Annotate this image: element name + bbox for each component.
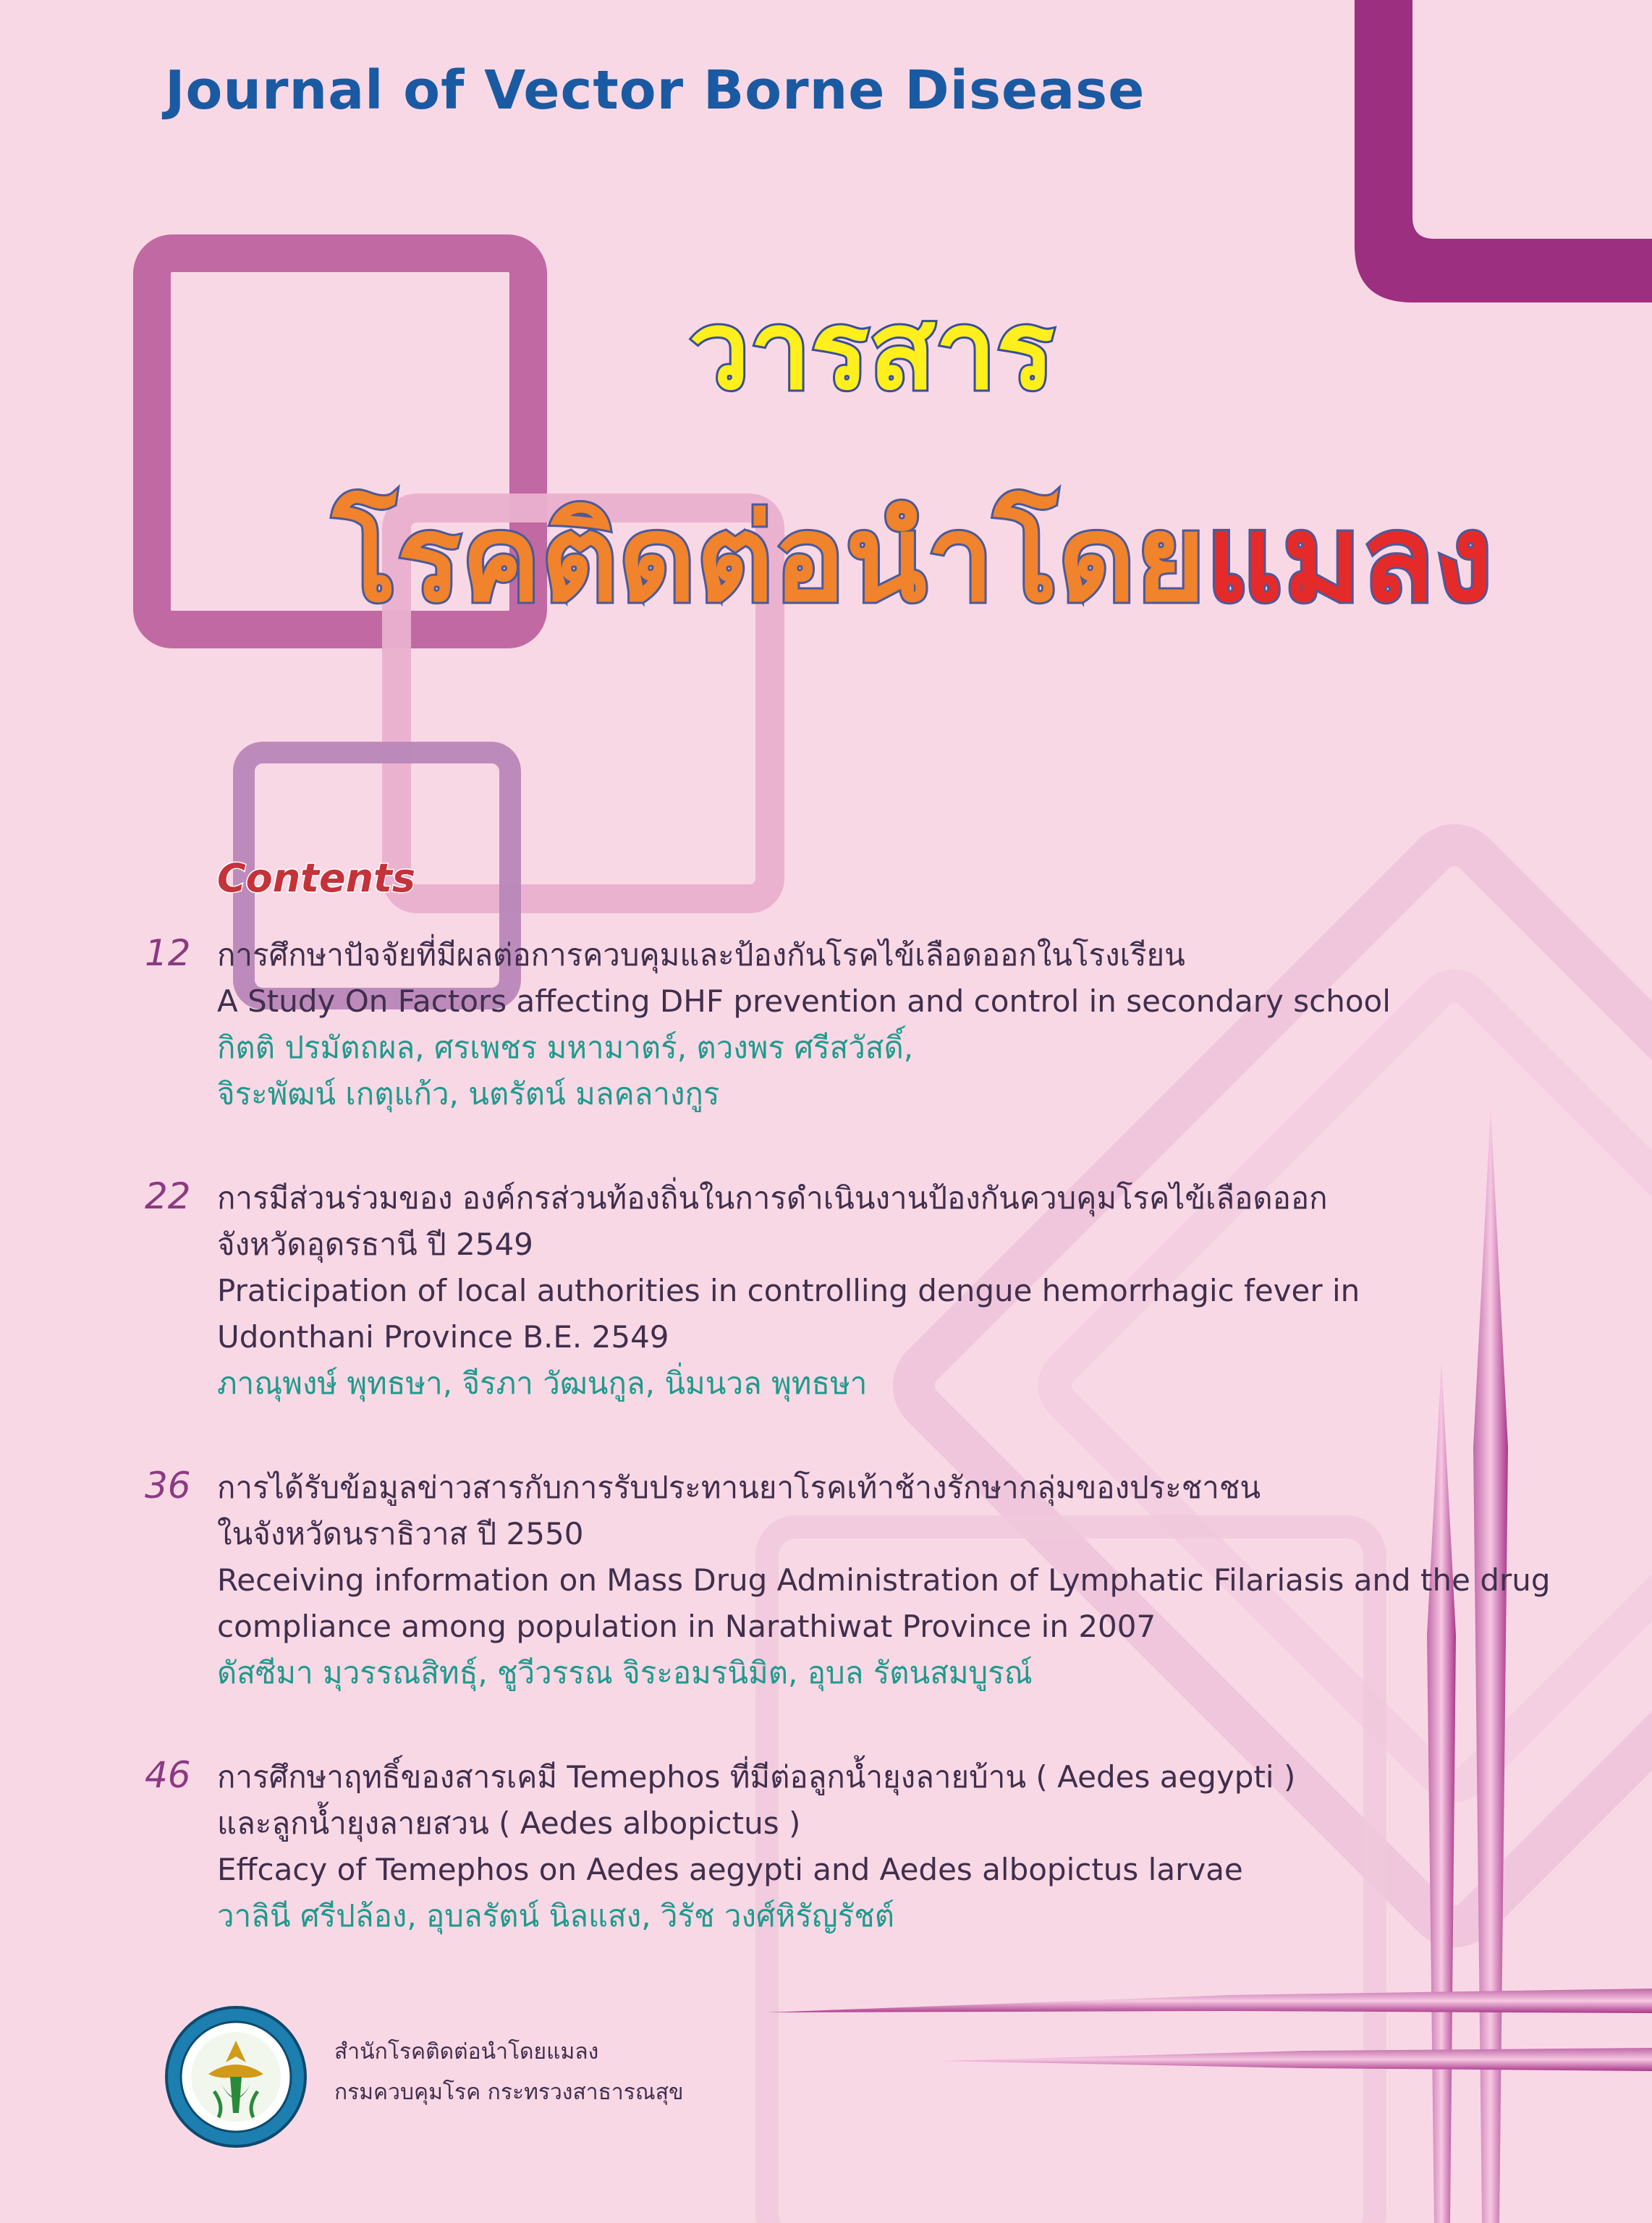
spike-horizontal-2: [941, 2048, 1652, 2071]
entry-title-line: การมีส่วนร่วมของ องค์กรส่วนท้องถิ่นในการดำเนินงานป้องกันควบคุมโรคไข้เลือดออก: [217, 1180, 1328, 1216]
corner-bracket: [1355, 0, 1652, 302]
entry-title-line: Receiving information on Mass Drug Administration of Lymphatic Filariasis and the drug: [217, 1562, 1551, 1598]
entry-title-line: จังหวัดอุดรธานี ปี 2549: [217, 1227, 533, 1262]
page-number: 36: [145, 1465, 191, 1507]
publisher-info: [334, 2032, 684, 2113]
entry-title-line: compliance among population in Narathiwat Province in 2007: [217, 1609, 1156, 1644]
thai-title-part2: แมลง: [1206, 489, 1493, 628]
thai-title-line1: วารสาร: [689, 288, 1055, 414]
entry-authors: ดัสซีมา มุวรรณสิทธุ์, ชูวีวรรณ จิระอมรนิมิต, อุบล รัตนสมบูรณ์: [217, 1655, 1033, 1690]
thai-title-part1: โรคติดต่อนำโดย: [333, 489, 1206, 628]
entry-authors: ภาณุพงษ์ พุทธษา, จีรภา วัฒนกูล, นิ่มนวล พุทธษา: [217, 1365, 868, 1401]
spike-horizontal-1: [767, 1989, 1652, 2013]
entry-title-line: Effcacy of Temephos on Aedes aegypti and Aedes albopictus larvae: [217, 1852, 1243, 1887]
entry-title-line: ในจังหวัดนราธิวาส ปี 2550: [217, 1516, 584, 1551]
page-number: 46: [145, 1754, 191, 1796]
entry-title-line: Praticipation of local authorities in controlling dengue hemorrhagic fever in: [217, 1273, 1360, 1308]
entry-title-line: การศึกษาฤทธิ์ของสารเคมี Temephos ที่มีต่อลูกน้ำยุงลายบ้าน ( Aedes aegypti ): [217, 1759, 1296, 1795]
page-number: 22: [145, 1175, 191, 1217]
entry-title-line: การได้รับข้อมูลข่าวสารกับการรับประทานยาโรคเท้าช้างรักษากลุ่มของประชาชน: [217, 1470, 1261, 1505]
department-seal-icon: [164, 2004, 308, 2149]
entry-title-line: การศึกษาปัจจัยที่มีผลต่อการควบคุมและป้องกันโรคไข้เลือดออกในโรงเรียน: [217, 937, 1185, 973]
entry-title-line: และลูกน้ำยุงลายสวน ( Aedes albopictus ): [217, 1805, 801, 1841]
entry-authors: กิตติ ปรมัตถผล, ศรเพชร มหามาตร์, ตวงพร ศรีสวัสดิ์,: [217, 1030, 914, 1065]
entry-authors: จิระพัฒน์ เกตุแก้ว, นตรัตน์ มลคลางกูร: [217, 1076, 720, 1112]
contents-heading: Contents: [217, 855, 416, 901]
publisher-line2: กรมควบคุมโรค กระทรวงสาธารณสุข: [334, 2080, 684, 2105]
journal-title: Journal of Vector Borne Disease: [165, 59, 1145, 122]
publisher-line1: สำนักโรคติดต่อนำโดยแมลง: [334, 2039, 599, 2065]
thai-title-line2: [333, 489, 1493, 628]
page-number: 12: [145, 932, 191, 974]
entry-authors: วาลินี ศรีปล้อง, อุบลรัตน์ นิลแสง, วิรัช วงศ์หิรัญรัชต์: [217, 1898, 895, 1934]
entry-title-line: A Study On Factors affecting DHF prevention and control in secondary school: [217, 983, 1391, 1019]
entry-title-line: Udonthani Province B.E. 2549: [217, 1319, 669, 1355]
